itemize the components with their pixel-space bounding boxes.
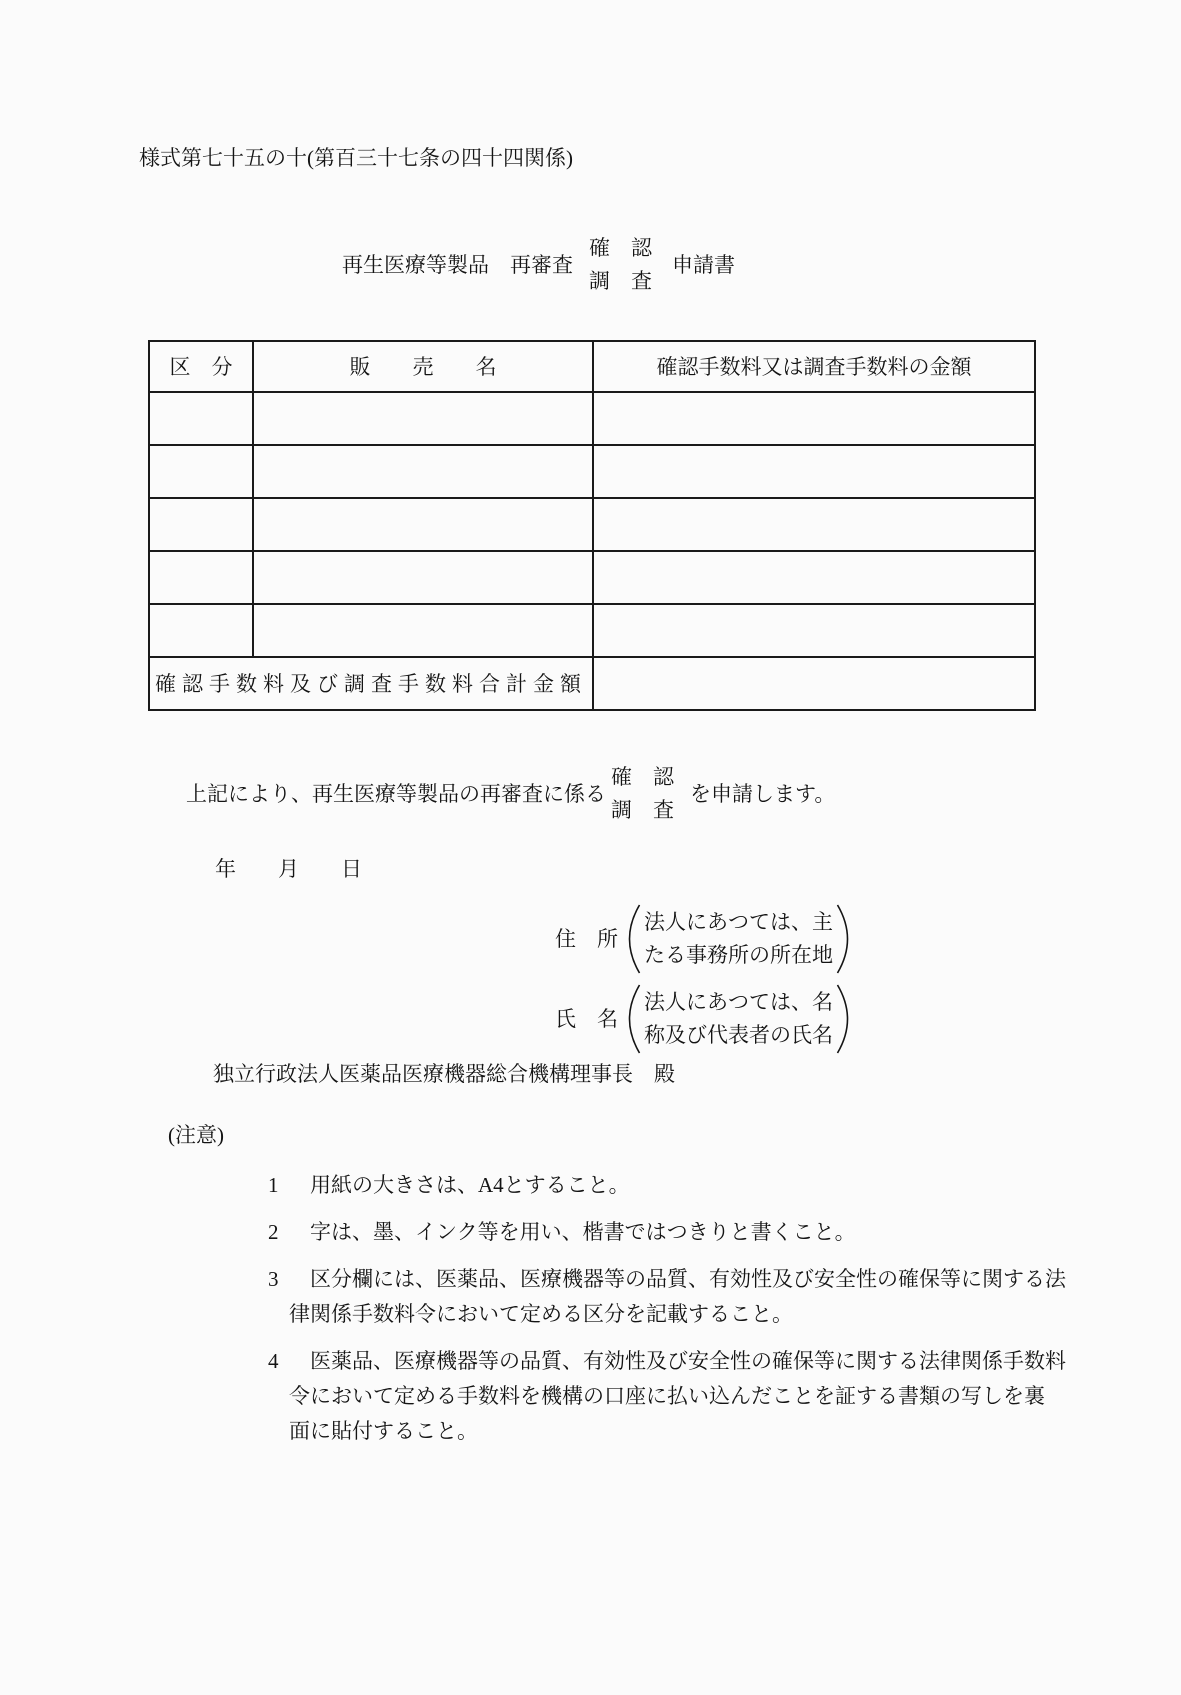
fee-table-header-row <box>149 341 1035 392</box>
note-item-2 <box>268 1215 1079 1250</box>
kubun-cell-empty <box>149 445 253 498</box>
title-stacked-kakunin-chousa <box>589 232 652 298</box>
address-block <box>555 903 850 975</box>
note-text-line: 律関係手数料令において定める区分を記載すること。 <box>289 1302 793 1326</box>
column-header-hanbaimei: 販 売 名 <box>253 341 593 392</box>
name-paren-note <box>644 986 833 1052</box>
application-sentence-before: 上記により、再生医療等製品の再審査に係る <box>186 782 606 806</box>
fee-table <box>148 340 1036 711</box>
note-number: 3 <box>268 1267 279 1291</box>
title-text-right: 申請書 <box>672 253 735 277</box>
note-number: 4 <box>268 1349 279 1373</box>
address-note-line1: 法人にあつては、主 <box>644 910 833 934</box>
column-header-kubun: 区 分 <box>149 341 253 392</box>
note-item-4 <box>268 1344 1079 1449</box>
note-text-line: 区分欄には、医薬品、医療機器等の品質、有効性及び安全性の確保等に関する法 <box>310 1267 1066 1291</box>
title-text-left: 再生医療等製品 再審査 <box>342 253 573 277</box>
notes-heading: (注意) <box>168 1123 224 1147</box>
hanbaimei-cell-empty <box>253 392 593 445</box>
application-sentence <box>186 760 835 828</box>
application-stacked-kakunin-chousa <box>611 761 674 827</box>
note-text-line: 用紙の大きさは、A4とすること。 <box>310 1173 630 1197</box>
note-item-1 <box>268 1168 1079 1203</box>
title-stacked-top: 確 認 <box>589 236 652 260</box>
fee-amount-cell-empty <box>593 445 1035 498</box>
table-row <box>149 604 1035 657</box>
note-text-line: 字は、墨、インク等を用い、楷書ではつきりと書くこと。 <box>310 1220 856 1244</box>
kubun-cell-empty <box>149 604 253 657</box>
paren-close <box>836 903 850 975</box>
name-label: 氏 名 <box>555 1007 618 1031</box>
total-fee-label: 確認手数料及び調査手数料合計金額 <box>149 657 593 710</box>
application-stacked-bottom: 調 査 <box>611 798 674 822</box>
column-header-fee-amount: 確認手数料又は調査手数料の金額 <box>593 341 1035 392</box>
application-stacked-top: 確 認 <box>611 765 674 789</box>
fee-table-total-row <box>149 657 1035 710</box>
hanbaimei-cell-empty <box>253 551 593 604</box>
form-number-line: 様式第七十五の十(第百三十七条の四十四関係) <box>139 146 573 170</box>
note-item-3 <box>268 1262 1079 1332</box>
fee-amount-cell-empty <box>593 551 1035 604</box>
total-fee-value-cell <box>593 657 1035 710</box>
name-note-line2: 称及び代表者の氏名 <box>644 1023 833 1047</box>
hanbaimei-cell-empty <box>253 604 593 657</box>
kubun-cell-empty <box>149 551 253 604</box>
note-number: 2 <box>268 1220 279 1244</box>
date-line: 年 月 日 <box>215 857 362 881</box>
paren-close <box>836 983 850 1055</box>
note-text-line: 令において定める手数料を機構の口座に払い込んだことを証する書類の写しを裏 <box>289 1384 1045 1408</box>
paren-open <box>627 903 641 975</box>
fee-amount-cell-empty <box>593 392 1035 445</box>
addressee-line: 独立行政法人医薬品医療機器総合機構理事長 殿 <box>213 1062 675 1086</box>
table-row <box>149 392 1035 445</box>
note-text-line: 医薬品、医療機器等の品質、有効性及び安全性の確保等に関する法律関係手数料 <box>310 1349 1066 1373</box>
hanbaimei-cell-empty <box>253 445 593 498</box>
table-row <box>149 498 1035 551</box>
document-title <box>342 229 735 301</box>
kubun-cell-empty <box>149 392 253 445</box>
title-stacked-bottom: 調 査 <box>589 269 652 293</box>
note-text-line: 面に貼付すること。 <box>289 1419 478 1443</box>
address-paren-note <box>644 906 833 972</box>
paren-open <box>627 983 641 1055</box>
application-sentence-after: を申請します。 <box>690 782 836 806</box>
table-row <box>149 551 1035 604</box>
table-row <box>149 445 1035 498</box>
address-label: 住 所 <box>555 927 618 951</box>
fee-amount-cell-empty <box>593 604 1035 657</box>
name-note-line1: 法人にあつては、名 <box>644 990 833 1014</box>
address-note-line2: たる事務所の所在地 <box>644 943 833 967</box>
note-number: 1 <box>268 1173 279 1197</box>
kubun-cell-empty <box>149 498 253 551</box>
hanbaimei-cell-empty <box>253 498 593 551</box>
fee-amount-cell-empty <box>593 498 1035 551</box>
name-block <box>555 983 850 1055</box>
